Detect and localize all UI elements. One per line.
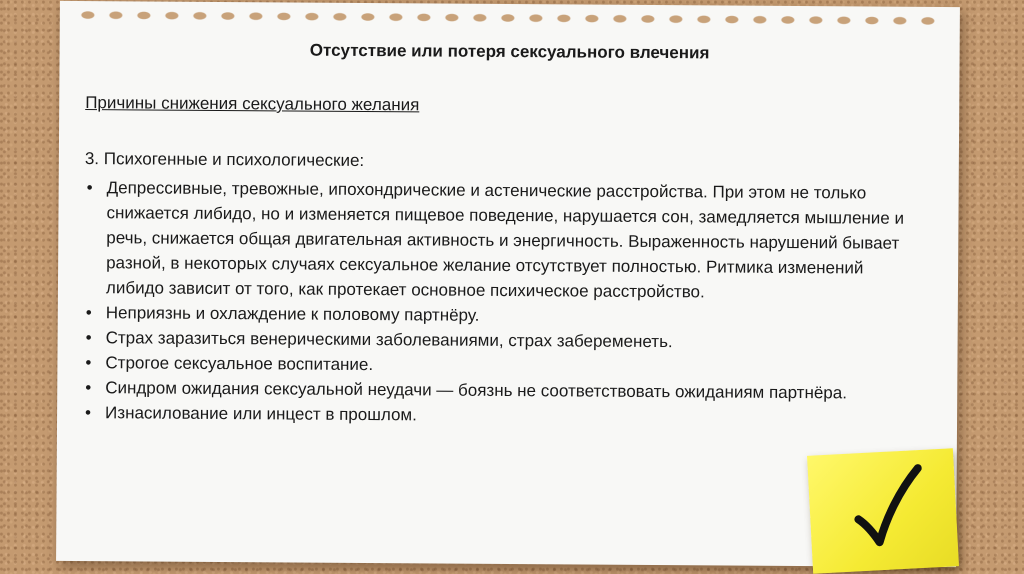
bullet-icon: • bbox=[85, 303, 92, 323]
list-item-text: Строгое сексуальное воспитание. bbox=[105, 353, 374, 375]
list-item-text: Страх заразиться венерическими заболеваниями, страх забеременеть. bbox=[105, 328, 673, 352]
bullet-icon: • bbox=[85, 353, 92, 373]
causes-list bbox=[83, 175, 923, 431]
page-title: Отсутствие или потеря сексуального влечения bbox=[309, 40, 710, 63]
bullet-icon: • bbox=[85, 328, 92, 348]
bullet-icon: • bbox=[86, 178, 93, 198]
list-item-text: Неприязнь и охлаждение к половому партнёру. bbox=[105, 303, 480, 325]
bullet-icon: • bbox=[85, 378, 92, 398]
spiral-holes bbox=[74, 7, 946, 29]
list-item bbox=[83, 400, 921, 431]
page-subtitle: Причины снижения сексуального желания bbox=[85, 93, 420, 115]
bullet-icon: • bbox=[85, 403, 92, 423]
list-item-text: Синдром ожидания сексуальной неудачи — боязнь не соответствовать ожиданиям партнёра. bbox=[105, 378, 848, 403]
list-item-text: Депрессивные, тревожные, ипохондрические и астенические расстройства. При этом не только снижается либидо, но и изменяется пищевое поведение, нарушается сон, замедляется мышление и речь, снижается общая двигательная активность и энергичность. Выраженность нарушений бывает разной, в некоторых случаях сексуальное желание отсутствует полностью. Ритмика изменений либидо зависит от того, как протекает основное психическое расстройство. bbox=[105, 178, 905, 302]
list-item-text: Изнасилование или инцест в прошлом. bbox=[105, 403, 417, 425]
list-item bbox=[84, 175, 923, 306]
section-heading: 3. Психогенные и психологические: bbox=[84, 149, 365, 170]
checkmark-icon bbox=[850, 464, 926, 550]
sticky-note bbox=[807, 448, 959, 573]
